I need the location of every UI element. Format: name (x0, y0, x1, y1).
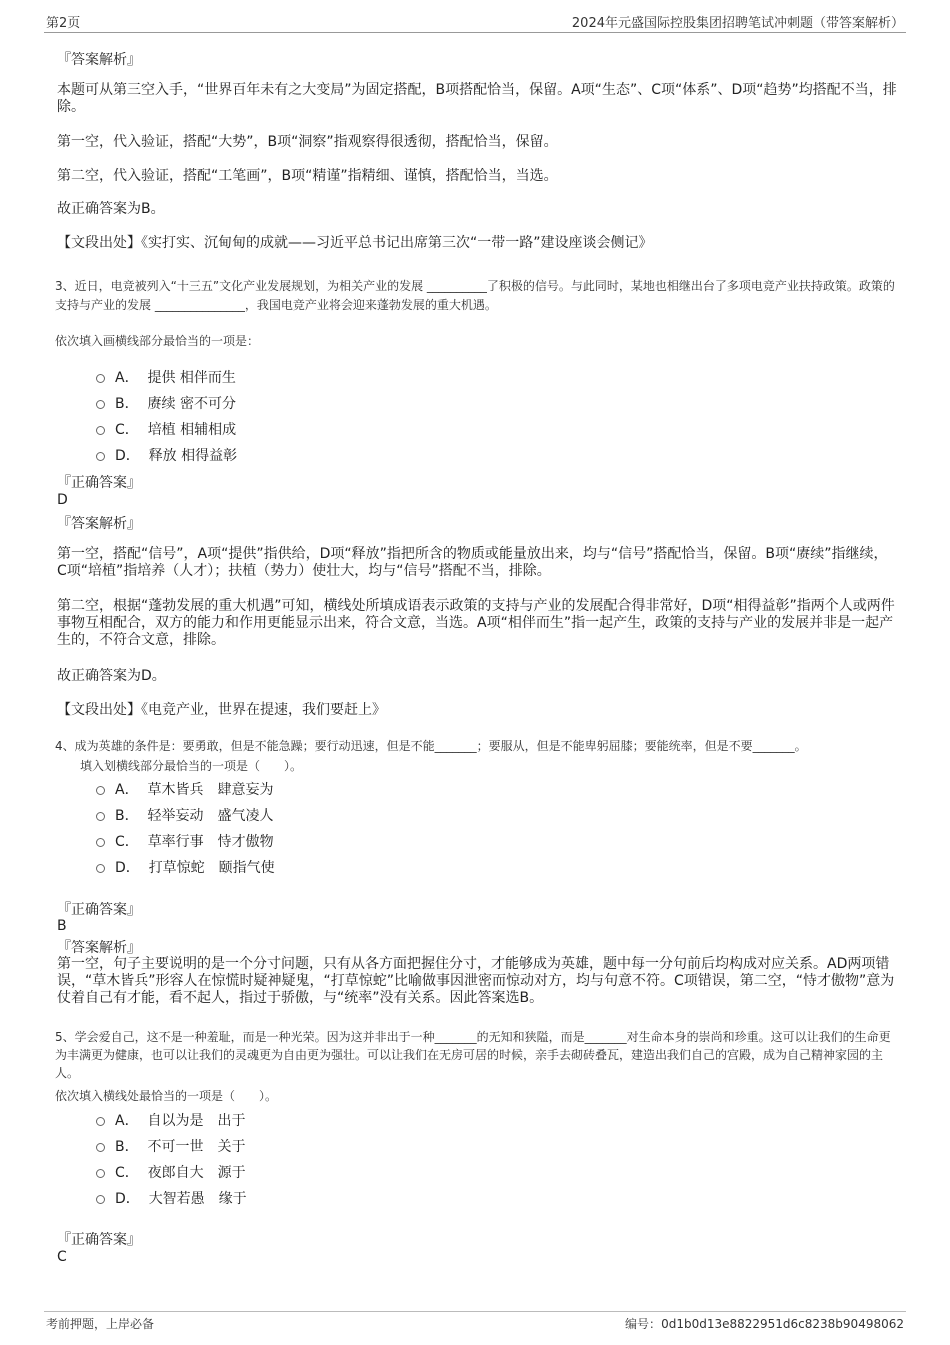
q5-option-c[interactable] (96, 1162, 246, 1182)
option-text: 提供 相伴而生 (147, 370, 236, 386)
q5-prompt: 依次填入横线处最恰当的一项是（ ）。 (55, 1089, 278, 1103)
radio-icon[interactable] (96, 1143, 105, 1152)
q4-option-a[interactable] (96, 779, 273, 799)
option-text: 大智若愚 缘于 (148, 1191, 247, 1207)
radio-icon[interactable] (96, 812, 105, 821)
q3-option-a[interactable] (96, 367, 236, 387)
option-letter: B． (115, 808, 139, 824)
option-text: 培植 相辅相成 (147, 422, 237, 438)
option-letter: D． (115, 860, 140, 876)
document-code (625, 1315, 904, 1332)
radio-icon[interactable] (96, 452, 105, 461)
footer-divider (44, 1311, 906, 1312)
code-value: 0d1b0d13e8822951d6c8238b90498062 (661, 1317, 904, 1331)
q4-option-b[interactable] (96, 805, 274, 825)
radio-icon[interactable] (96, 400, 105, 409)
page-number: 第2页 (46, 16, 81, 31)
option-text: 不可一世 关于 (147, 1139, 246, 1155)
option-letter: A． (115, 370, 139, 386)
option-letter: D． (115, 1191, 140, 1207)
q2-analysis-p3: 第二空，代入验证，搭配“工笔画”，B项“精谨”指精细、谨慎，搭配恰当，当选。 (57, 168, 558, 184)
q2-source: 【文段出处】《实打实、沉甸甸的成就——习近平总书记出席第三次“一带一路”建设座谈会侧记》 (57, 235, 653, 251)
document-title: 2024年元盛国际控股集团招聘笔试冲刺题（带答案解析） (571, 16, 904, 31)
q3-analysis-p1: 第一空，搭配“信号”，A项“提供”指供给，D项“释放”指把所含的物质或能量放出来，均与“信号”搭配恰当，保留。B项“赓续”指继续，C项“培植”指培养（人才）；扶植（势力）使壮大，均与“信号”搭配不当，排除。 (57, 546, 888, 579)
q4-analysis: 第一空，句子主要说明的是一个分寸问题，只有从各方面把握住分寸，才能够成为英雄，题中每一分句前后均构成对应关系。AD两项错误，“草木皆兵”形容人在惊慌时疑神疑鬼，“打草惊蛇”比喻做事因泄密而惊动对方，均与句意不符。C项错误，第二空，“恃才傲物”意为仗着自己有才能，看不起人，指过于骄傲，与“统率”没有关系。因此答案选B。 (57, 956, 895, 1006)
q5-option-d[interactable] (96, 1188, 247, 1208)
radio-icon[interactable] (96, 864, 105, 873)
q3-analysis-p2: 第二空，根据“蓬勃发展的重大机遇”可知，横线处所填成语表示政策的支持与产业的发展配合得非常好，D项“相得益彰”指两个人或两件事物互相配合，双方的能力和作用更能显示出来，符合文意，当选。A项“相伴而生”指一起产生，政策的支持与产业的发展并非是一起产生的，不符合文意，排除。 (57, 598, 895, 648)
q2-analysis-label: 『答案解析』 (57, 52, 141, 68)
option-text: 赓续 密不可分 (147, 396, 236, 412)
header-divider (44, 32, 906, 33)
q4-option-d[interactable] (96, 857, 275, 877)
code-label: 编号： (625, 1317, 662, 1331)
option-letter: A． (115, 1113, 139, 1129)
q4-prompt: 填入划横线部分最恰当的一项是（ ）。 (80, 759, 303, 773)
q4-option-c[interactable] (96, 831, 274, 851)
q2-answer-conclusion: 故正确答案为B。 (57, 201, 165, 217)
q3-prompt: 依次填入画横线部分最恰当的一项是： (55, 334, 260, 348)
q3-option-b[interactable] (96, 393, 236, 413)
option-text: 自以为是 出于 (147, 1113, 246, 1129)
option-text: 释放 相得益彰 (148, 448, 238, 464)
option-text: 草木皆兵 肆意妄为 (147, 782, 274, 798)
q3-answer: D (57, 492, 68, 508)
option-letter: C． (115, 422, 139, 438)
option-letter: B． (115, 1139, 139, 1155)
option-text: 轻举妄动 盛气凌人 (147, 808, 274, 824)
q5-answer: C (57, 1249, 67, 1265)
radio-icon[interactable] (96, 374, 105, 383)
radio-icon[interactable] (96, 1117, 105, 1126)
q2-analysis-p1: 本题可从第三空入手，“世界百年未有之大变局”为固定搭配，B项搭配恰当，保留。A项“生态”、C项“体系”、D项“趋势”均搭配不当，排除。 (57, 82, 897, 115)
radio-icon[interactable] (96, 1195, 105, 1204)
q3-stem: 3、近日，电竞被列入“十三五”文化产业发展规划，为相关产业的发展 __________了积极的信号。与此同时，某地也相继出台了多项电竞产业扶持政策。政策的支持与产业的发展 _______________，我国电竞产业将会迎来蓬勃发展的重大机遇。 (55, 279, 895, 312)
q3-answer-label: 『正确答案』 (57, 475, 141, 491)
radio-icon[interactable] (96, 1169, 105, 1178)
radio-icon[interactable] (96, 838, 105, 847)
q5-option-a[interactable] (96, 1110, 245, 1130)
q3-option-c[interactable] (96, 419, 236, 439)
q4-stem: 4、成为英雄的条件是：要勇敢，但是不能急躁；要行动迅速，但是不能_______；要服从，但是不能卑躬屈膝；要能统率，但是不要_______。 (55, 739, 807, 753)
q3-source: 【文段出处】《电竞产业，世界在提速，我们要赶上》 (57, 702, 386, 718)
q3-analysis-label: 『答案解析』 (57, 516, 141, 532)
option-letter: D． (115, 448, 140, 464)
q5-stem: 5、学会爱自己，这不是一种羞耻，而是一种光荣。因为这并非出于一种_______的无知和狭隘，而是_______对生命本身的崇尚和珍重。这可以让我们的生命更为丰满更为健康，也可以让我们的灵魂更为自由更为强壮。可以让我们在无房可居的时候，亲手去砌砖叠瓦，建造出我们自己的宫殿，成为自己精神家园的主人。 (55, 1030, 891, 1080)
option-text: 草率行事 恃才傲物 (147, 834, 274, 850)
option-letter: C． (115, 1165, 139, 1181)
q5-option-b[interactable] (96, 1136, 246, 1156)
radio-icon[interactable] (96, 786, 105, 795)
option-letter: B． (115, 396, 139, 412)
q3-answer-conclusion: 故正确答案为D。 (57, 668, 166, 684)
q5-answer-label: 『正确答案』 (57, 1232, 141, 1248)
radio-icon[interactable] (96, 426, 105, 435)
q4-analysis-label: 『答案解析』 (57, 940, 141, 956)
q4-answer-label: 『正确答案』 (57, 902, 141, 918)
option-text: 打草惊蛇 颐指气使 (148, 860, 275, 876)
q2-analysis-p2: 第一空，代入验证，搭配“大势”，B项“洞察”指观察得很透彻，搭配恰当，保留。 (57, 134, 558, 150)
option-text: 夜郎自大 源于 (147, 1165, 246, 1181)
q4-answer: B (57, 918, 67, 934)
footer-slogan: 考前押题，上岸必备 (46, 1317, 155, 1331)
q3-option-d[interactable] (96, 445, 237, 465)
option-letter: C． (115, 834, 139, 850)
option-letter: A． (115, 782, 139, 798)
